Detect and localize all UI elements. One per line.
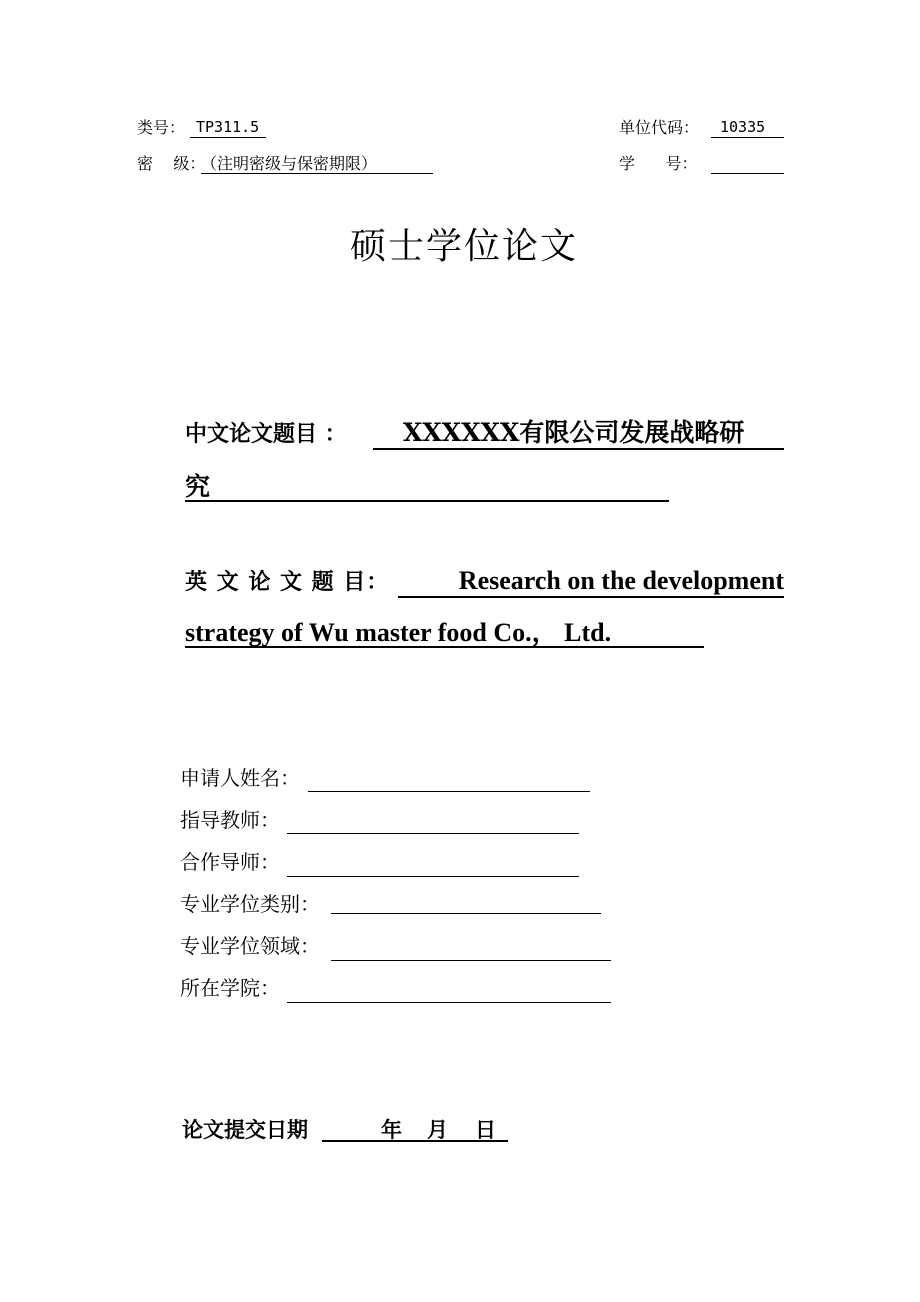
english-title-underline-1 xyxy=(398,596,784,598)
applicant-name-label: 申请人姓名： xyxy=(180,766,300,790)
chinese-title-value-line2: 究 xyxy=(185,472,211,501)
english-title-value-line1: Research on the development xyxy=(458,566,784,595)
class-number-value: TP311.5 xyxy=(196,118,260,136)
college-field[interactable] xyxy=(287,1002,611,1003)
secret-level-value: （注明密级与保密期限） xyxy=(201,154,378,173)
chinese-title-label: 中文论文题目 ： xyxy=(185,422,347,447)
page-title: 硕士学位论文 xyxy=(350,226,579,267)
submit-day: 日 xyxy=(475,1118,496,1142)
submit-date-label: 论文提交日期 xyxy=(182,1118,308,1142)
student-id-underline xyxy=(711,173,784,174)
degree-category-label: 专业学位类别： xyxy=(180,892,320,916)
chinese-title-value-line1: XXXXXX有限公司发展战略研 xyxy=(403,418,745,447)
submit-month: 月 xyxy=(427,1118,448,1142)
college-label: 所在学院： xyxy=(180,976,280,1000)
secret-level-underline xyxy=(201,173,433,174)
degree-field-field[interactable] xyxy=(331,960,611,961)
chinese-title-underline-2 xyxy=(185,500,669,502)
english-title-label: 英 文 论 文 题 目： xyxy=(185,570,390,595)
applicant-name-field[interactable] xyxy=(308,791,590,792)
secret-level-label: 密 级： xyxy=(137,154,206,173)
class-number-label: 类号： xyxy=(137,118,186,137)
english-title-value-line2: strategy of Wu master food Co.， Ltd. xyxy=(185,618,612,647)
class-number-underline xyxy=(190,137,266,138)
co-advisor-label: 合作导师： xyxy=(180,850,280,874)
advisor-label: 指导教师： xyxy=(180,808,280,832)
degree-category-field[interactable] xyxy=(331,913,601,914)
unit-code-label: 单位代码： xyxy=(619,118,700,137)
submit-date-underline[interactable] xyxy=(322,1140,508,1142)
student-id-label: 学 号： xyxy=(619,154,698,173)
chinese-title-underline-1 xyxy=(373,448,784,450)
english-title-underline-2 xyxy=(185,646,704,648)
advisor-field[interactable] xyxy=(287,833,579,834)
degree-field-label: 专业学位领域： xyxy=(180,934,320,958)
co-advisor-field[interactable] xyxy=(287,876,579,877)
unit-code-value: 10335 xyxy=(720,118,766,136)
submit-year: 年 xyxy=(381,1118,402,1142)
unit-code-underline xyxy=(711,137,784,138)
